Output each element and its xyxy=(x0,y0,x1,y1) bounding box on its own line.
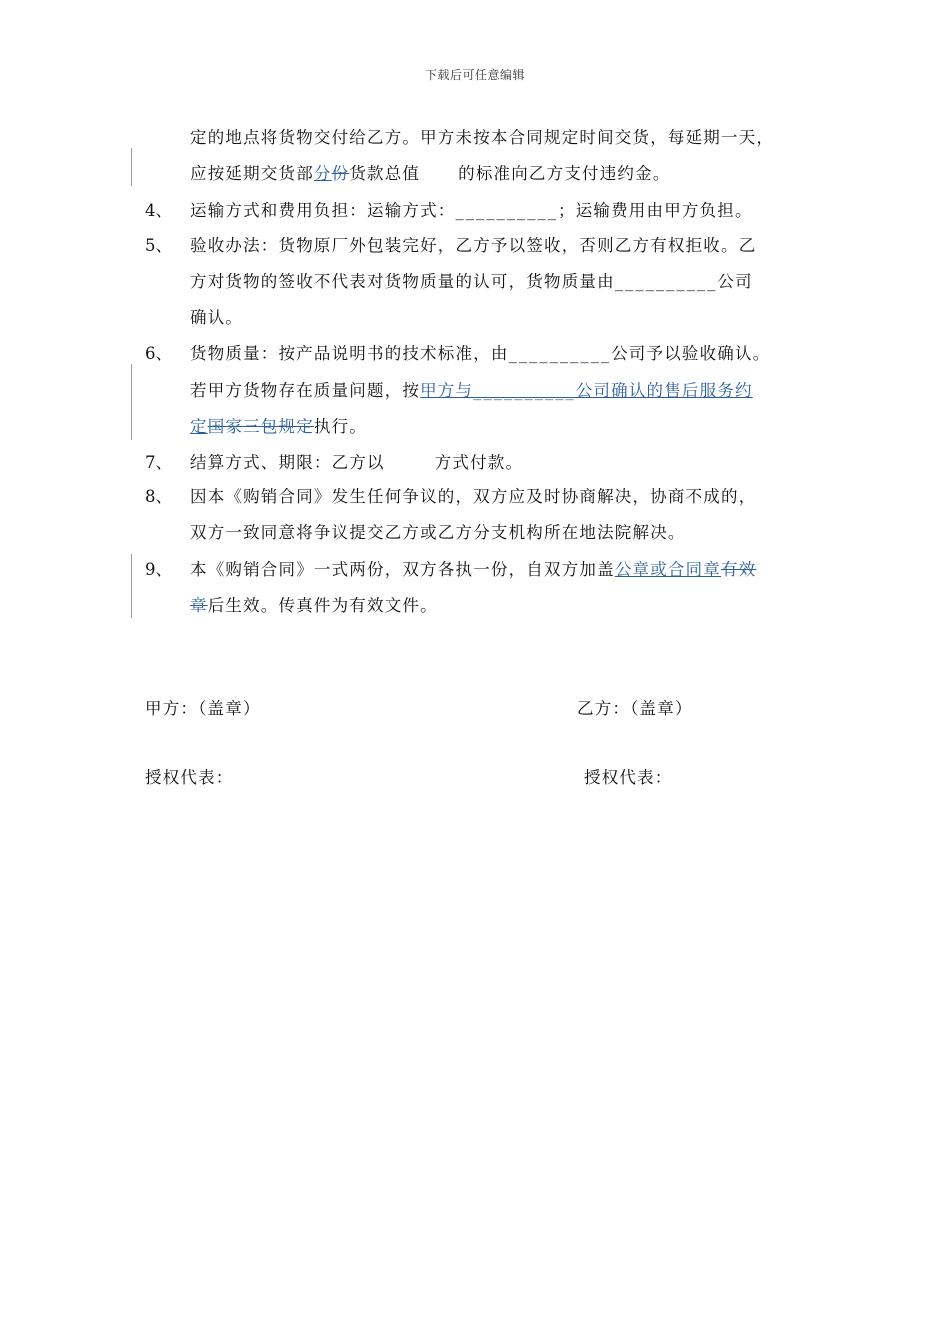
text-run: 公司予以验收确认。 xyxy=(611,344,771,363)
text-run: 公司 xyxy=(717,272,753,291)
text-run: ；运输费用由甲方负担。 xyxy=(558,201,753,220)
item-number: 9、 xyxy=(145,560,172,579)
inserted-blank-field: __________ xyxy=(473,381,576,400)
item-number: 8、 xyxy=(145,487,172,506)
page-header: 下载后可任意编辑 xyxy=(424,68,525,82)
paragraph-line xyxy=(190,596,438,616)
paragraph-line: 确认。 xyxy=(190,308,244,327)
paragraph-line: 因本《购销合同》发生任何争议的，双方应及时协商解决，协商不成的， xyxy=(190,487,757,506)
text-run: 货物质量：按产品说明书的技术标准，由 xyxy=(190,344,509,363)
deleted-text: 份 xyxy=(331,164,350,183)
paragraph-line xyxy=(190,453,523,473)
party-b-representative-label: 授权代表： xyxy=(584,768,673,787)
party-a-seal-label: 甲方：（盖章） xyxy=(145,699,261,718)
inserted-text: 分 xyxy=(313,164,332,183)
blank-field: __________ xyxy=(508,344,612,363)
text-run: 本《购销合同》一式两份，双方各执一份，自双方加盖 xyxy=(190,560,615,579)
text-run: 货款总值 xyxy=(349,164,421,183)
paragraph-line xyxy=(190,272,753,292)
inserted-text: 公司确认的售后服务约 xyxy=(575,381,753,400)
item-number: 4、 xyxy=(145,201,172,220)
deleted-text: 章 xyxy=(190,596,208,615)
inserted-text: 公章或合同章 xyxy=(614,560,722,579)
deleted-text: 有效 xyxy=(721,560,757,579)
paragraph-line: 双方一致同意将争议提交乙方或乙方分支机构所在地法院解决。 xyxy=(190,523,686,542)
blank-field: __________ xyxy=(614,272,718,291)
text-run: 后生效。传真件为有效文件。 xyxy=(207,596,438,615)
text-run: 执行。 xyxy=(313,417,368,436)
text-run: 的标准向乙方支付违约金。 xyxy=(458,164,671,183)
paragraph-line xyxy=(190,201,753,221)
item-number: 5、 xyxy=(145,236,172,255)
item-number: 6、 xyxy=(145,344,172,363)
party-a-representative-label: 授权代表： xyxy=(145,768,234,787)
paragraph-line xyxy=(190,417,367,437)
deleted-text: 国家三包规定 xyxy=(207,417,314,436)
paragraph-line xyxy=(190,344,770,364)
item-number: 7、 xyxy=(145,453,172,472)
text-run: 方对货物的签收不代表对货物质量的认可，货物质量由 xyxy=(190,272,615,291)
text-run: 运输方式和费用负担：运输方式： xyxy=(190,201,456,220)
paragraph-line: 定的地点将货物交付给乙方。甲方未按本合同规定时间交货，每延期一天， xyxy=(190,128,775,147)
party-b-seal-label: 乙方：（盖章） xyxy=(577,699,693,718)
text-run: 应按延期交货部 xyxy=(190,164,314,183)
paragraph-line xyxy=(190,164,671,184)
change-bar xyxy=(131,554,132,618)
paragraph-line xyxy=(190,381,753,401)
paragraph-line xyxy=(190,560,756,580)
inserted-text: 定 xyxy=(190,417,208,436)
text-run: 若甲方货物存在质量问题，按 xyxy=(190,381,421,400)
blank-field: __________ xyxy=(455,201,558,220)
change-bar xyxy=(131,364,132,440)
text-run: 结算方式、期限：乙方以 xyxy=(190,453,385,472)
change-bar xyxy=(131,148,132,186)
text-run: 方式付款。 xyxy=(434,453,524,472)
inserted-text: 甲方与 xyxy=(420,381,474,400)
paragraph-line: 验收办法：货物原厂外包装完好，乙方予以签收，否则乙方有权拒收。乙 xyxy=(190,236,757,255)
